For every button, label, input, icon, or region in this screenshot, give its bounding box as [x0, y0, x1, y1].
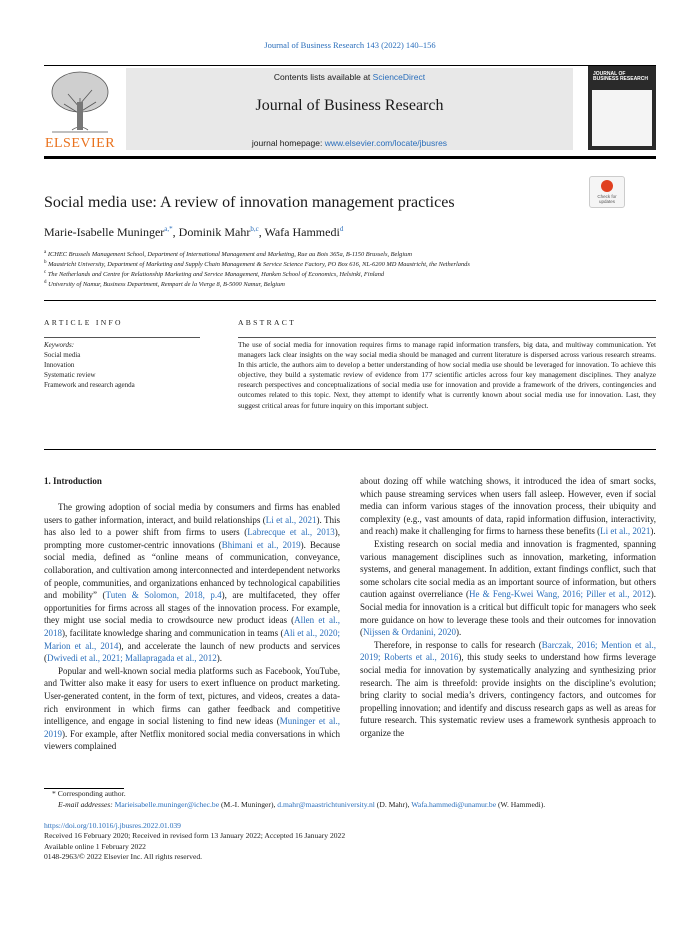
- citation-link[interactable]: Bhimani et al., 2019: [221, 539, 301, 550]
- author-list: [44, 225, 343, 240]
- email-owner: (W. Hammedi).: [496, 800, 546, 809]
- affil-marker: b: [44, 260, 47, 265]
- citation-link[interactable]: Labrecque et al., 2013: [247, 527, 335, 538]
- abstract-heading: ABSTRACT: [238, 318, 297, 327]
- affil-marker: a: [44, 250, 47, 255]
- keyword: Social media: [44, 351, 81, 359]
- affil-text: ICHEC Brussels Management School, Department of International Management and Marketing, Rue au Bois 365a, B-1150 Brussels, Belgium: [47, 251, 412, 259]
- affil-marker: d: [44, 280, 47, 285]
- affil-text: The Netherlands and Centre for Relationship Marketing and Service Management, Hanken School of Economics, Helsinki, Finland: [47, 271, 385, 279]
- author-affil-link[interactable]: a,*: [164, 225, 173, 233]
- citation-link[interactable]: Li et al., 2021: [265, 514, 317, 525]
- available-online: Available online 1 February 2022: [44, 842, 146, 851]
- body-paragraph: Existing research on social media and innovation is fragmented, spanning various management disciplines such as innovation, marketing, information systems, and general management. In addition, extant findings conflict, such that some scholars cite social media as an important source of information, but others caution against overreliance (He & Feng-Kwei Wang, 2016; Piller et al., 2012). Social media for innovation is a critical but difficult topic for managers who seek more guidance on how to leverage these tools and their outcomes for innovation (Nijssen & Ordanini, 2020).: [360, 538, 656, 638]
- author-name: , Dominik Mahr: [172, 225, 251, 239]
- cover-title: JOURNAL OF BUSINESS RESEARCH: [593, 71, 649, 82]
- journal-citation[interactable]: Journal of Business Research 143 (2022) 140–156: [264, 40, 436, 50]
- corresponding-note: * Corresponding author.: [52, 789, 126, 798]
- article-title: Social media use: A review of innovation management practices: [44, 194, 455, 211]
- email-owner: (M.-I. Muninger),: [219, 800, 278, 809]
- body-column-right: [360, 475, 656, 739]
- author-affil-link[interactable]: d: [339, 225, 344, 233]
- citation-link[interactable]: Muninger et al., 2019: [44, 716, 340, 739]
- affil-text: University of Namur, Business Department, Rempart de la Vierge 8, B-5000 Namur, Belgium: [48, 281, 285, 289]
- affiliation: [44, 270, 384, 278]
- author-name: Marie-Isabelle Muninger: [44, 225, 165, 239]
- homepage-prefix: journal homepage:: [251, 138, 325, 148]
- citation-link[interactable]: He & Feng-Kwei Wang, 2016; Piller et al., 2012: [468, 589, 651, 600]
- affil-marker: c: [44, 270, 47, 275]
- journal-title: Journal of Business Research: [255, 97, 444, 114]
- citation-link[interactable]: Allen et al., 2018: [44, 615, 340, 638]
- sciencedirect-link[interactable]: ScienceDirect: [372, 72, 426, 82]
- author-affil-link[interactable]: b,c: [250, 225, 259, 233]
- body-paragraph: The growing adoption of social media by consumers and firms has enabled users to gather information, interact, and build relationships (Li et al., 2021). This has also led to a power shift from firms to users (Labrecque et al., 2013), prompting more customer-centric innovations (Bhimani et al., 2019). Because social media, defined as “online means of communication, conveyance, collaboration, and cultivation among interconnected and interdependent networks of people, communities, and organizations enhanced by technological capabilities and mobility” (Tuten & Solomon, 2018, p.4), are multifaceted, they offer opportunities for firms across all stages of the innovation process. For example, they might use social media to crowdsource new product ideas (Allen et al., 2018), facilitate knowledge sharing and communication in teams (Ali et al., 2020; Marion et al., 2014), and accelerate the launch of new products and services (Dwivedi et al., 2021; Mallapragada et al., 2012).: [44, 502, 340, 664]
- body-column-left: [44, 501, 340, 753]
- homepage-link[interactable]: www.elsevier.com/locate/jbusres: [324, 138, 448, 148]
- contents-prefix: Contents lists available at: [273, 72, 373, 82]
- publisher-wordmark: ELSEVIER: [44, 136, 116, 151]
- body-paragraph: Popular and well-known social media platforms such as Facebook, YouTube, and Twitter also make it easy for users to exert influence on product marketing. User-generated content, in the form of text, pictures, and videos, creates a data-rich environment in which firms can gather feedback and competitive intelligence, and engage in social listening to find new ideas (Muninger et al., 2019). For example, after Netflix monitored social media conversations in which viewers complained: [44, 665, 340, 752]
- affil-text: Maastricht University, Department of Marketing and Supply Chain Management & Service Science Factory, PO Box 616, NL-6200 MD Maastricht, the Netherlands: [48, 261, 470, 269]
- abstract-text: The use of social media for innovation requires firms to manage rapid information transfers, big data, and multiway communication. Yet managers lack clear insights on the way social media should be managed and current literature is dispersed across various research streams. In this article, the authors aim to develop a better understanding of how social media use should be leveraged for innovation. To achieve this objective, they build a systematic review of evidence from 177 scientific articles across four key management disciplines. They analyze research perspectives and conceptualizations of social media use for innovation and provide a framework of the drivers, contingencies and outcomes related to this topic. Next, they attempt to identify what is currently known about social media use for innovation. Last, they suggest critical areas for future inquiry on this important subject.: [238, 340, 656, 410]
- citation-link[interactable]: Ali et al., 2020; Marion et al., 2014: [44, 627, 340, 651]
- article-info-heading: ARTICLE INFO: [44, 318, 123, 327]
- section-rule: [44, 300, 656, 301]
- homepage-line: [126, 138, 573, 148]
- check-for-updates-button[interactable]: [589, 176, 625, 208]
- citation-link[interactable]: Nijssen & Ordanini, 2020: [363, 627, 456, 638]
- cover-panel: [592, 90, 652, 146]
- abstract-rule: [238, 337, 656, 338]
- keywords-block: [44, 340, 135, 390]
- affiliation: [44, 260, 470, 268]
- check-updates-icon: [601, 180, 613, 192]
- section-rule: [44, 449, 656, 450]
- citation-link[interactable]: Dwivedi et al., 2021; Mallapragada et al., 2012: [47, 653, 217, 664]
- citation-link[interactable]: Barczak, 2016; Mention et al., 2019; Roberts et al., 2016: [360, 639, 656, 663]
- keyword: Systematic review: [44, 371, 96, 379]
- keywords-label: Keywords:: [44, 341, 75, 349]
- affiliation: [44, 280, 285, 288]
- intro-heading: 1. Introduction: [44, 476, 102, 486]
- journal-cover-thumbnail[interactable]: [588, 66, 656, 150]
- body-paragraph: about dozing off while watching shows, it introduced the idea of smart socks, which pause streaming services when users fall asleep. However, even if social media can inform various stages of the innovation process, their ubiquity and complexity (e.g., vast amounts of data, rapid information diffusion, interactivity, and reach) make it challenging for firms to harness these benefits (Li et al., 2021).: [360, 476, 656, 537]
- copyright: 0148-2963/© 2022 Elsevier Inc. All rights reserved.: [44, 852, 203, 861]
- email-label: E-mail addresses:: [58, 800, 113, 809]
- received-dates: Received 16 February 2020; Received in revised form 13 January 2022; Accepted 16 January 2022: [44, 831, 346, 840]
- top-rule: [44, 65, 656, 66]
- check-updates-label: Check for updates: [597, 194, 617, 204]
- email-note: [58, 800, 545, 810]
- keyword: Framework and research agenda: [44, 381, 135, 389]
- affiliation: [44, 250, 412, 258]
- contents-line: [126, 72, 573, 82]
- body-paragraph: Therefore, in response to calls for research (Barczak, 2016; Mention et al., 2019; Roberts et al., 2016), this study seeks to understand how firms leverage social media for innovation by systematically analyzing and synthesizing prior research. The aim is threefold: provide insights on the discipline’s evolution; bring clarity to social media’s drivers, contingency factors, and outcomes for propelling innovation; and identify and discuss research gaps as well as areas for future research. This systematic review uses a framework synthesis approach to organize the: [360, 639, 656, 738]
- header-rule: [44, 156, 656, 159]
- email-link[interactable]: d.mahr@maastrichtuniversity.nl: [277, 800, 375, 809]
- keywords-rule: [44, 337, 200, 338]
- keyword: Innovation: [44, 361, 75, 369]
- citation-link[interactable]: Li et al., 2021: [600, 526, 651, 537]
- email-link[interactable]: Wafa.hammedi@unamur.be: [411, 800, 497, 809]
- doi-link[interactable]: https://doi.org/10.1016/j.jbusres.2022.01.039: [44, 821, 181, 830]
- email-owner: (D. Mahr),: [374, 800, 412, 809]
- email-link[interactable]: Marieisabelle.muninger@ichec.be: [114, 800, 220, 809]
- author-name: , Wafa Hammedi: [258, 225, 340, 239]
- citation-link[interactable]: Tuten & Solomon, 2018, p.4: [105, 590, 222, 601]
- corresponding-text: Corresponding author.: [57, 789, 126, 798]
